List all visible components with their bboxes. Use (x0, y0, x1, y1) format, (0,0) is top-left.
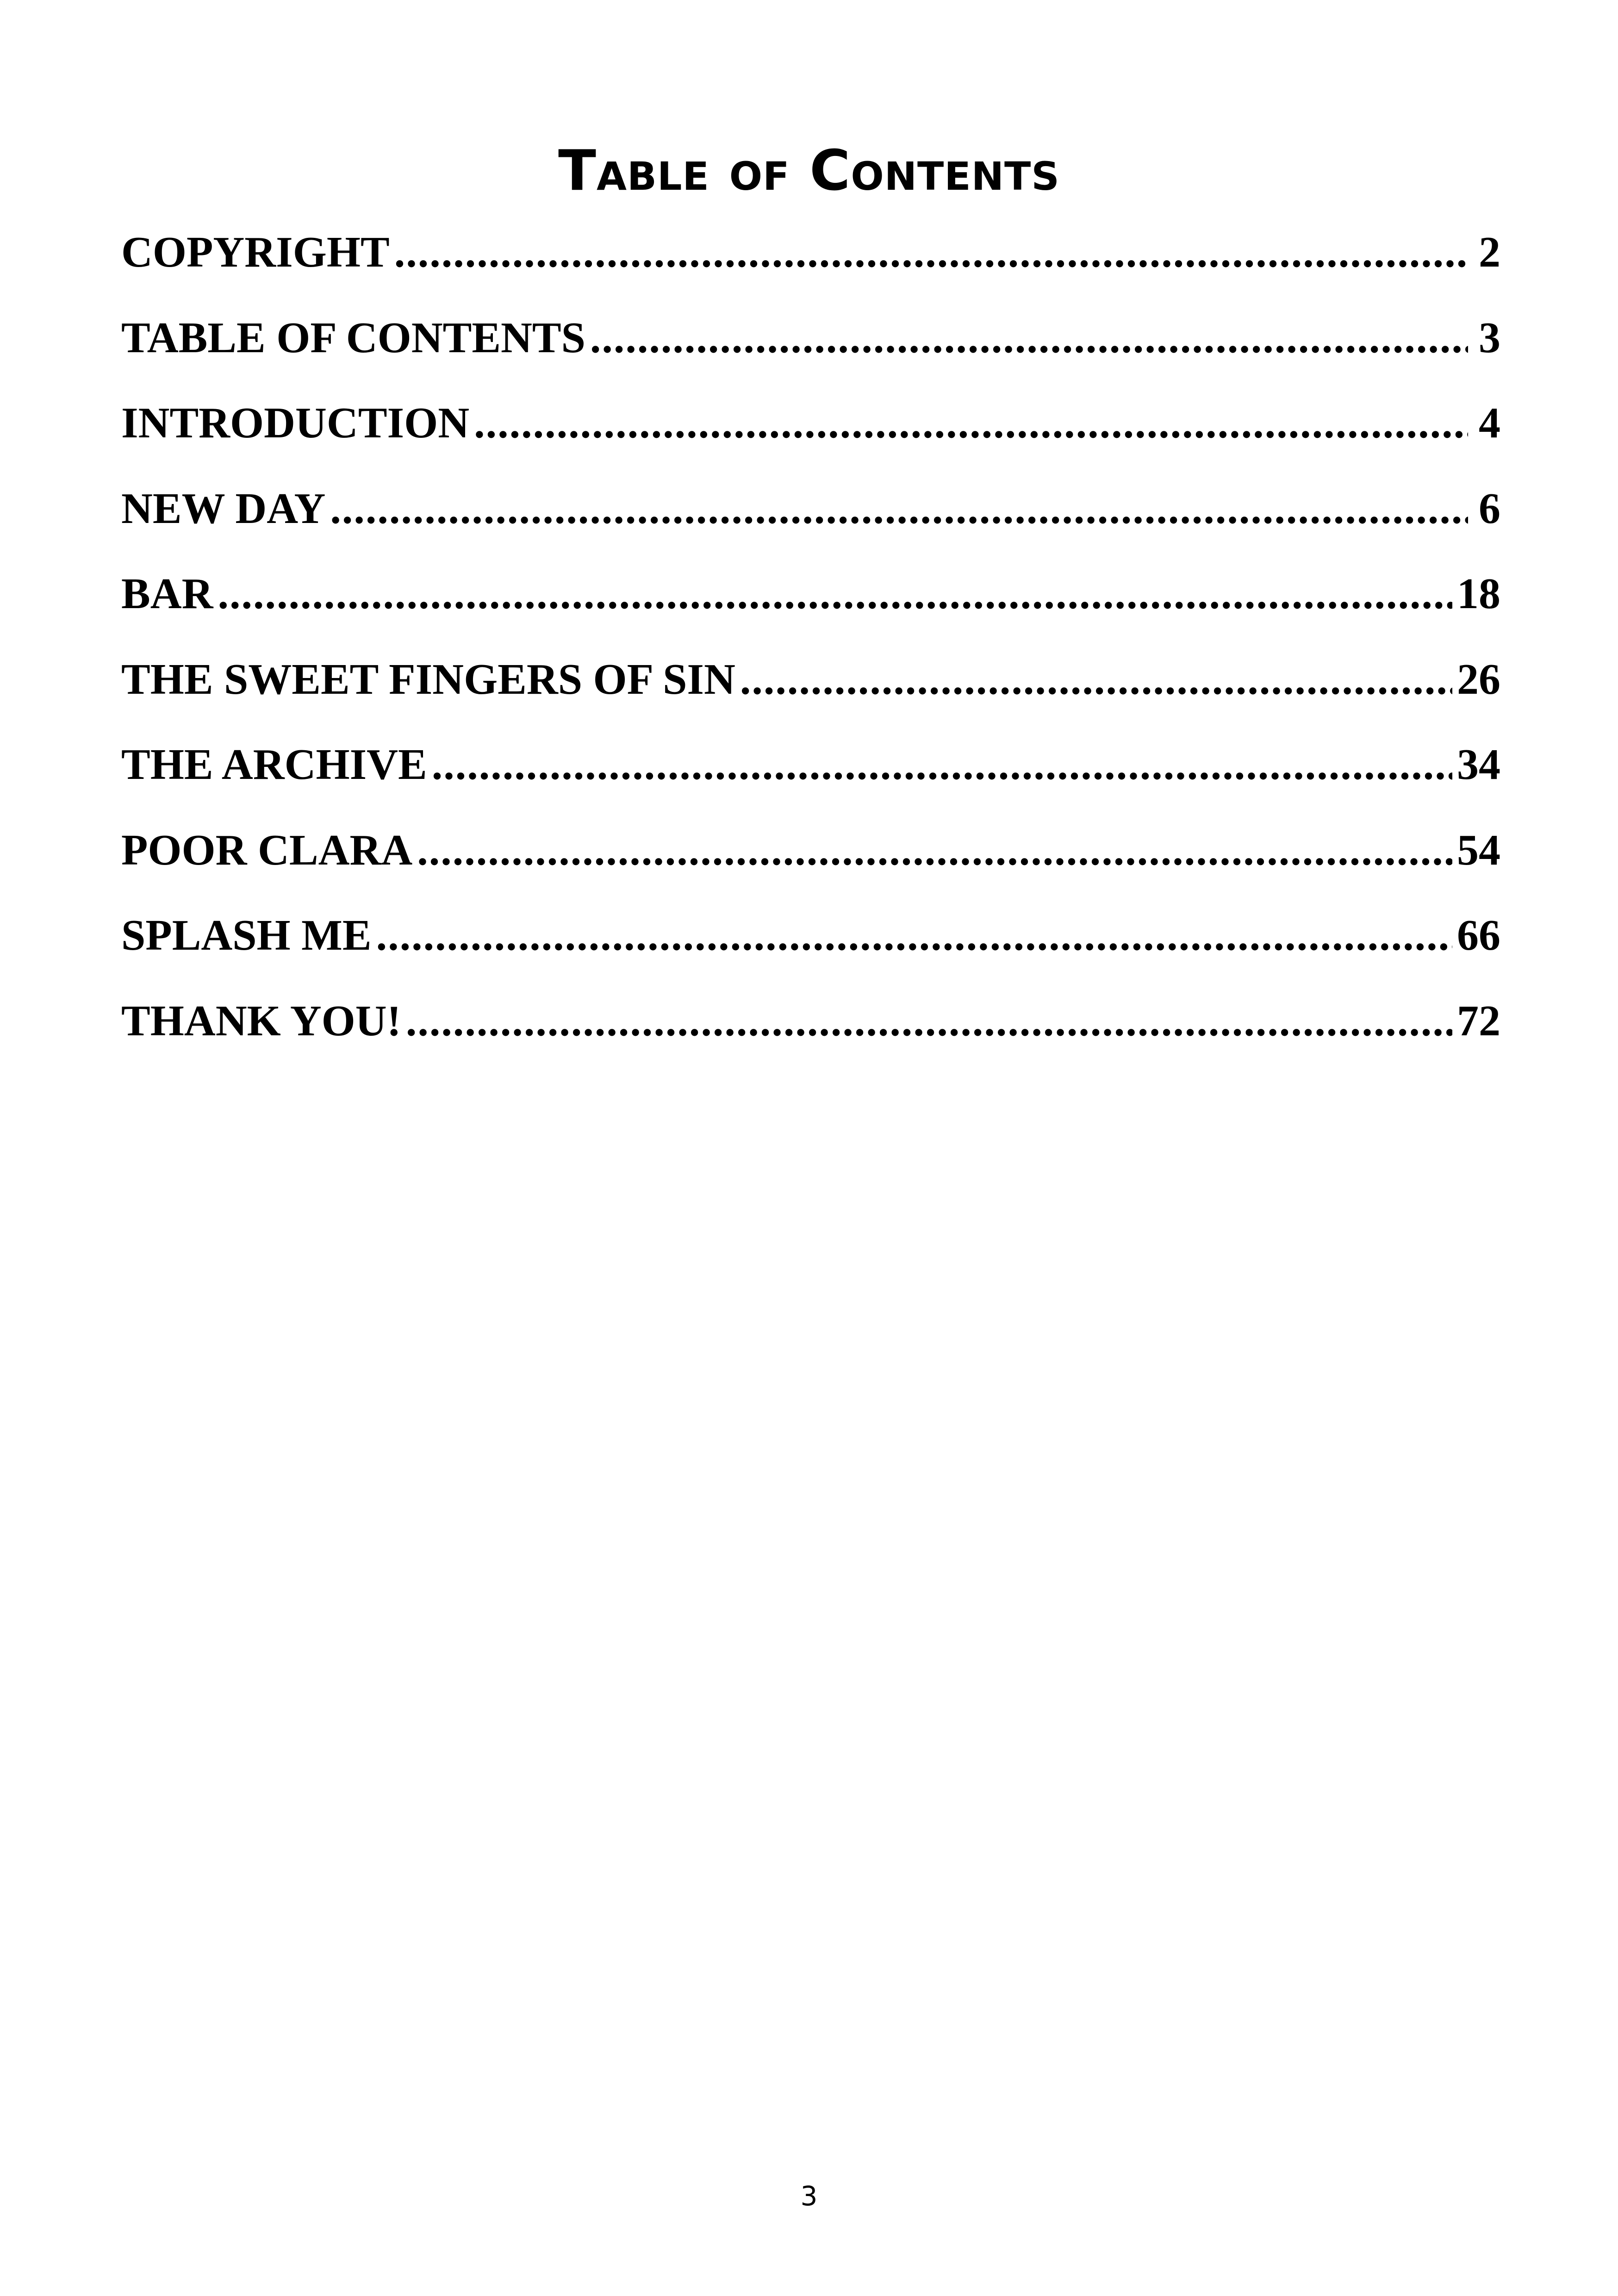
toc-entry-title: POOR CLARA (121, 826, 413, 874)
toc-dot-leader (218, 564, 1452, 624)
toc-entry-page: 72 (1457, 996, 1500, 1045)
toc-dot-leader (590, 308, 1468, 368)
toc-list (121, 222, 1500, 1076)
toc-entry-page: 6 (1479, 484, 1500, 533)
toc-entry-page: 26 (1457, 655, 1500, 703)
toc-dot-leader (474, 393, 1468, 453)
toc-entry-title: SPLASH ME (121, 911, 372, 959)
toc-entry-thank-you[interactable] (121, 991, 1500, 1076)
toc-entry-table-of-contents[interactable] (121, 308, 1500, 393)
toc-entry-poor-clara[interactable] (121, 820, 1500, 906)
toc-entry-title: INTRODUCTION (121, 399, 470, 447)
toc-dot-leader (394, 222, 1468, 282)
toc-entry-page: 3 (1479, 313, 1500, 362)
toc-entry-page: 54 (1457, 826, 1500, 874)
toc-entry-the-archive[interactable] (121, 734, 1500, 820)
toc-entry-the-sweet-fingers-of-sin[interactable] (121, 649, 1500, 735)
toc-dot-leader (417, 820, 1452, 880)
toc-entry-bar[interactable] (121, 564, 1500, 649)
page-title: Table of Contents (558, 139, 1060, 204)
toc-dot-leader (376, 905, 1452, 965)
toc-entry-title: COPYRIGHT (121, 228, 390, 276)
toc-entry-page: 2 (1479, 228, 1500, 276)
toc-entry-title: NEW DAY (121, 484, 326, 533)
toc-dot-leader (330, 479, 1468, 539)
toc-entry-page: 66 (1457, 911, 1500, 959)
toc-entry-title: BAR (121, 570, 213, 618)
page-number: 3 (800, 2180, 818, 2212)
toc-entry-copyright[interactable] (121, 222, 1500, 308)
toc-entry-new-day[interactable] (121, 479, 1500, 564)
toc-dot-leader (432, 734, 1452, 795)
toc-entry-page: 4 (1479, 399, 1500, 447)
toc-entry-title: THE ARCHIVE (121, 740, 427, 789)
toc-entry-page: 18 (1457, 570, 1500, 618)
toc-entry-title: THE SWEET FINGERS OF SIN (121, 655, 735, 703)
toc-entry-introduction[interactable] (121, 393, 1500, 479)
toc-dot-leader (406, 991, 1452, 1051)
toc-dot-leader (740, 649, 1452, 709)
toc-entry-title: THANK YOU! (121, 996, 401, 1045)
toc-entry-splash-me[interactable] (121, 905, 1500, 991)
toc-entry-title: TABLE OF CONTENTS (121, 313, 585, 362)
toc-entry-page: 34 (1457, 740, 1500, 789)
